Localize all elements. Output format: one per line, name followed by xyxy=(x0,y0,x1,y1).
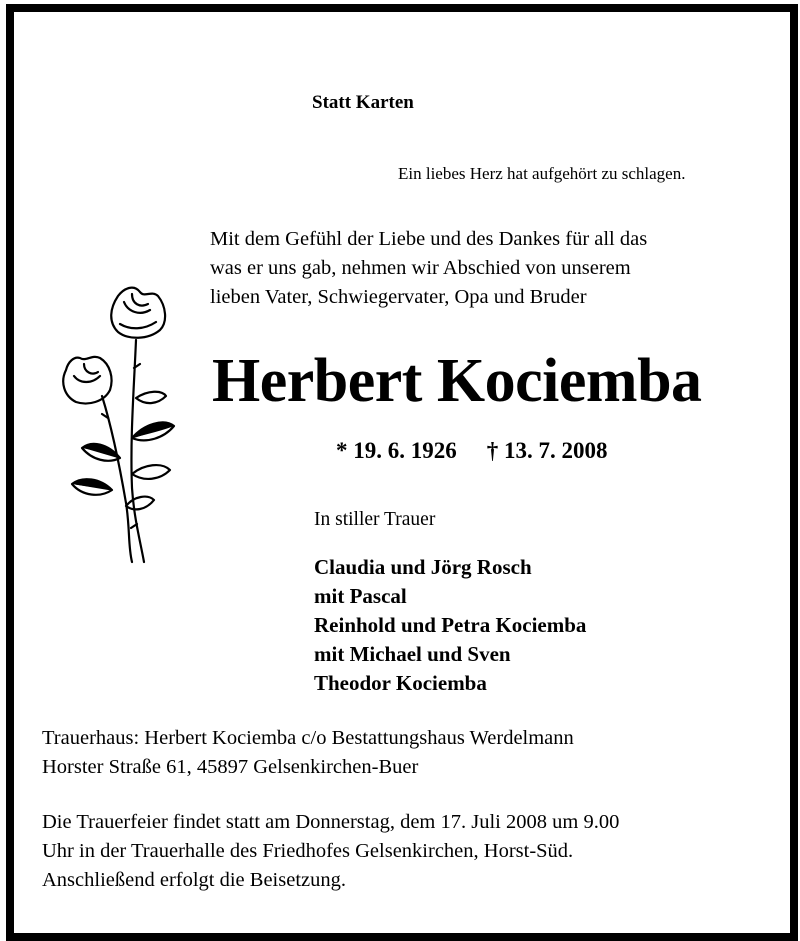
intro-text xyxy=(210,225,647,312)
family-list xyxy=(314,553,586,698)
notice-heading: Statt Karten xyxy=(312,92,414,113)
birth-date: * 19. 6. 1926 xyxy=(336,438,457,463)
intro-line: Mit dem Gefühl der Liebe und des Dankes für all das xyxy=(210,228,648,250)
ceremony-line: Anschließend erfolgt die Beisetzung. xyxy=(42,869,346,891)
motto-line: Ein liebes Herz hat aufgehört zu schlagen. xyxy=(398,164,686,183)
obituary-notice xyxy=(6,4,798,941)
intro-line: lieben Vater, Schwiegervater, Opa und Bruder xyxy=(210,286,587,308)
ceremony-info xyxy=(42,808,619,895)
family-member: mit Michael und Sven xyxy=(314,642,511,666)
family-member: mit Pascal xyxy=(314,584,407,608)
family-member: Reinhold und Petra Kociemba xyxy=(314,613,587,637)
family-member: Theodor Kociemba xyxy=(314,671,487,695)
intro-line: was er uns gab, nehmen wir Abschied von unserem xyxy=(210,257,631,279)
life-dates xyxy=(336,438,608,464)
deceased-name: Herbert Kociemba xyxy=(212,347,702,415)
mourning-house-address xyxy=(42,724,574,782)
death-date: † 13. 7. 2008 xyxy=(486,438,608,463)
family-member: Claudia und Jörg Rosch xyxy=(314,555,532,579)
ceremony-line: Die Trauerfeier findet statt am Donnerstag, dem 17. Juli 2008 um 9.00 xyxy=(42,811,620,833)
ceremony-line: Uhr in der Trauerhalle des Friedhofes Gelsenkirchen, Horst-Süd. xyxy=(42,840,574,862)
rose-icon xyxy=(48,278,188,568)
mourning-label: In stiller Trauer xyxy=(314,509,436,530)
address-line: Horster Straße 61, 45897 Gelsenkirchen-Buer xyxy=(42,756,419,778)
address-line: Trauerhaus: Herbert Kociemba c/o Bestattungshaus Werdelmann xyxy=(42,727,574,749)
